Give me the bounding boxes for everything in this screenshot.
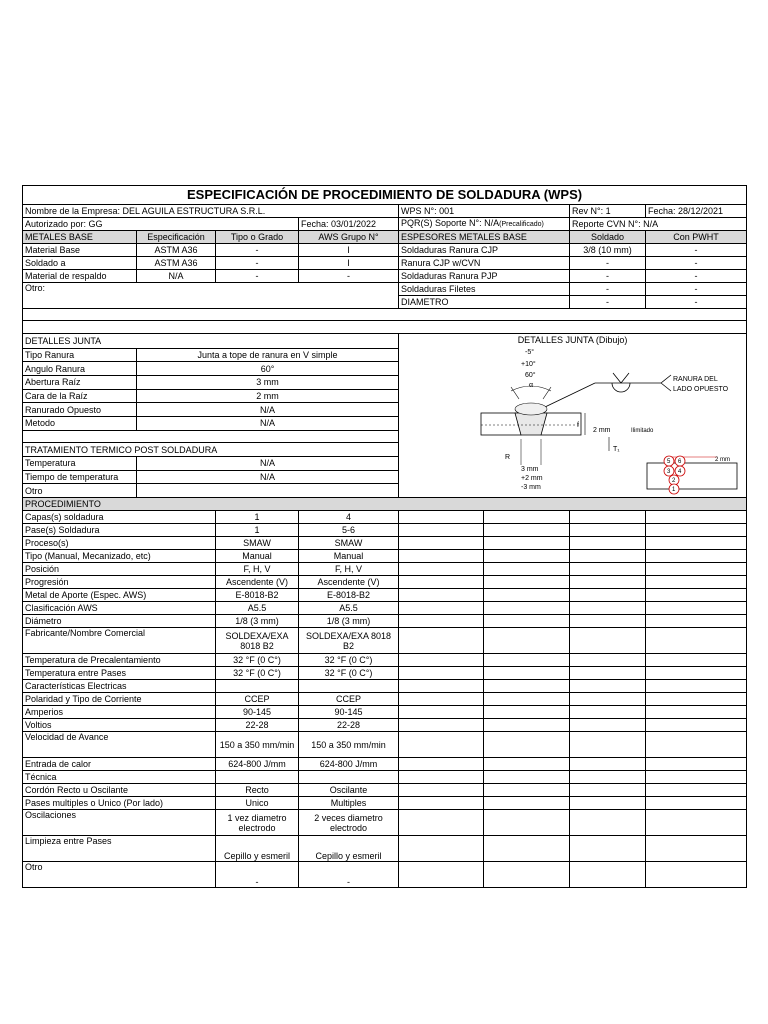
procedure-empty-cell: [399, 550, 484, 563]
procedure-empty-cell: [570, 862, 646, 888]
procedure-empty-cell: [484, 576, 570, 589]
procedure-value: -: [299, 862, 399, 888]
procedure-empty-cell: [570, 602, 646, 615]
procedure-label: Características Electricas: [23, 680, 216, 693]
procedure-empty-cell: [646, 719, 747, 732]
procedure-empty-cell: [484, 693, 570, 706]
alpha-label: α: [529, 382, 534, 389]
f-label: f: [577, 422, 579, 429]
procedure-label: Diámetro: [23, 615, 216, 628]
procedure-empty-cell: [484, 563, 570, 576]
root-dim-2: +2 mm: [521, 475, 543, 482]
procedure-value: Cepillo y esmeril: [216, 836, 299, 862]
pass-number: 1: [672, 487, 676, 493]
procedure-value: 4: [299, 511, 399, 524]
procedure-empty-cell: [646, 628, 747, 654]
bevel-guide-line: [511, 387, 519, 399]
unlimited-label: Ilimitado: [631, 428, 654, 434]
thickness-label: Soldaduras Ranura CJP: [399, 244, 570, 257]
groove-symbol: [613, 373, 629, 383]
procedure-empty-cell: [646, 524, 747, 537]
root-dim-1: 3 mm: [521, 466, 539, 473]
metal-value: -: [216, 257, 299, 270]
procedure-empty-cell: [399, 693, 484, 706]
authorized-by: Autorizado por: GG: [23, 218, 299, 231]
joint-label: Abertura Raíz: [23, 376, 137, 390]
pwht-heading: TRATAMIENTO TERMICO POST SOLDADURA: [23, 443, 399, 457]
procedure-label: Entrada de calor: [23, 758, 216, 771]
procedure-rows: [23, 511, 747, 888]
procedure-label: Oscilaciones: [23, 810, 216, 836]
t1-label: T₁: [613, 446, 620, 453]
opposite-side-label-1: RANURA DEL: [673, 376, 718, 383]
procedure-row: [23, 654, 747, 667]
document-date: Fecha: 28/12/2021: [646, 205, 747, 218]
column-header: Con PWHT: [646, 231, 747, 244]
procedure-empty-cell: [484, 511, 570, 524]
procedure-row: [23, 797, 747, 810]
procedure-empty-cell: [484, 602, 570, 615]
root-dim-3: -3 mm: [521, 484, 541, 491]
procedure-empty-cell: [646, 797, 747, 810]
joint-heading: DETALLES JUNTA: [23, 334, 399, 349]
wps-document: [22, 185, 746, 888]
procedure-value: [299, 771, 399, 784]
angle-minus-label: -5°: [525, 349, 535, 356]
procedure-row: [23, 511, 747, 524]
procedure-label: Metal de Aporte (Espec. AWS): [23, 589, 216, 602]
authorization-date: Fecha: 03/01/2022: [299, 218, 399, 231]
weld-reinforcement: [515, 403, 547, 415]
procedure-empty-cell: [570, 836, 646, 862]
thickness-value: -: [646, 257, 747, 270]
procedure-empty-cell: [399, 628, 484, 654]
procedure-label: Cordón Recto u Oscilante: [23, 784, 216, 797]
joint-label: Metodo: [23, 416, 137, 430]
procedure-value: Ascendente (V): [299, 576, 399, 589]
procedure-empty-cell: [399, 615, 484, 628]
joint-value: Junta a tope de ranura en V simple: [137, 348, 399, 362]
pwht-label: Otro: [23, 484, 137, 498]
procedure-empty-cell: [646, 589, 747, 602]
procedure-empty-cell: [399, 537, 484, 550]
two-mm-label: 2 mm: [593, 427, 611, 434]
spacer-row: [23, 309, 747, 321]
thickness-heading: ESPESORES METALES BASE: [399, 231, 570, 244]
column-header: Soldado: [570, 231, 646, 244]
thickness-value: -: [646, 283, 747, 296]
thickness-value: -: [646, 270, 747, 283]
thickness-value: 3/8 (10 mm): [570, 244, 646, 257]
procedure-empty-cell: [399, 784, 484, 797]
procedure-label: Posición: [23, 563, 216, 576]
procedure-empty-cell: [646, 810, 747, 836]
procedure-label: Temperatura entre Pases: [23, 667, 216, 680]
procedure-value: SMAW: [299, 537, 399, 550]
procedure-empty-cell: [646, 693, 747, 706]
procedure-empty-cell: [484, 706, 570, 719]
procedure-label: Técnica: [23, 771, 216, 784]
procedure-label: Velocidad de Avance: [23, 732, 216, 758]
weld-groove: [515, 413, 547, 435]
procedure-value: Manual: [299, 550, 399, 563]
procedure-empty-cell: [484, 524, 570, 537]
joint-label: Angulo Ranura: [23, 362, 137, 376]
procedure-value: 1/8 (3 mm): [216, 615, 299, 628]
procedure-label: Limpieza entre Pases: [23, 836, 216, 862]
joint-value: 3 mm: [137, 376, 399, 390]
procedure-empty-cell: [399, 836, 484, 862]
procedure-empty-cell: [646, 784, 747, 797]
thickness-value: -: [570, 257, 646, 270]
procedure-label: Amperios: [23, 706, 216, 719]
procedure-empty-cell: [399, 719, 484, 732]
procedure-value: 32 °F (0 C°): [216, 667, 299, 680]
metal-value: I: [299, 257, 399, 270]
procedure-row: [23, 628, 747, 654]
joint-value: N/A: [137, 403, 399, 417]
procedure-empty-cell: [646, 836, 747, 862]
procedure-empty-cell: [484, 537, 570, 550]
procedure-empty-cell: [646, 680, 747, 693]
pass-number: 4: [678, 469, 682, 475]
thickness-value: -: [570, 270, 646, 283]
procedure-empty-cell: [484, 615, 570, 628]
thickness-value: -: [570, 283, 646, 296]
procedure-row: [23, 862, 747, 888]
company-name: Nombre de la Empresa: DEL AGUILA ESTRUCTURA S.R.L.: [23, 205, 399, 218]
procedure-empty-cell: [646, 615, 747, 628]
joint-drawing-cell: [399, 334, 747, 498]
procedure-empty-cell: [570, 550, 646, 563]
procedure-value: 5-6: [299, 524, 399, 537]
procedure-value: 1/8 (3 mm): [299, 615, 399, 628]
pwht-value: N/A: [137, 470, 399, 484]
procedure-label: Pases multiples o Unico (Por lado): [23, 797, 216, 810]
procedure-value: F, H, V: [216, 563, 299, 576]
procedure-empty-cell: [484, 654, 570, 667]
procedure-empty-cell: [570, 719, 646, 732]
wps-number: WPS N°: 001: [399, 205, 570, 218]
procedure-label: Pase(s) Soldadura: [23, 524, 216, 537]
procedure-empty-cell: [646, 862, 747, 888]
procedure-value: F, H, V: [299, 563, 399, 576]
pass-dim-label: 2 mm: [715, 457, 730, 463]
procedure-empty-cell: [646, 602, 747, 615]
procedure-row: [23, 524, 747, 537]
procedure-row: [23, 693, 747, 706]
joint-value: N/A: [137, 416, 399, 430]
metal-value: ASTM A36: [137, 244, 216, 257]
pass-sequence-plate: [647, 463, 737, 489]
thickness-label: Soldaduras Ranura PJP: [399, 270, 570, 283]
procedure-value: 150 a 350 mm/min: [299, 732, 399, 758]
procedure-value: 1 vez diametro electrodo: [216, 810, 299, 836]
procedure-empty-cell: [570, 758, 646, 771]
procedure-empty-cell: [399, 797, 484, 810]
procedure-empty-cell: [570, 576, 646, 589]
procedure-row: [23, 680, 747, 693]
spacer-row: [23, 430, 399, 443]
base-plate-left: [481, 413, 521, 435]
procedure-value: A5.5: [299, 602, 399, 615]
procedure-value: CCEP: [299, 693, 399, 706]
procedure-empty-cell: [570, 810, 646, 836]
procedure-empty-cell: [484, 758, 570, 771]
thickness-label: Soldaduras Filetes: [399, 283, 570, 296]
other-metals: Otro:: [23, 283, 399, 309]
procedure-row: [23, 706, 747, 719]
base-metals-heading: METALES BASE: [23, 231, 137, 244]
procedure-label: Fabricante/Nombre Comercial: [23, 628, 216, 654]
column-header: Especificación: [137, 231, 216, 244]
procedure-empty-cell: [399, 524, 484, 537]
procedure-empty-cell: [570, 524, 646, 537]
column-header: AWS Grupo N°: [299, 231, 399, 244]
procedure-empty-cell: [570, 797, 646, 810]
procedure-value: 1: [216, 524, 299, 537]
procedure-row: [23, 758, 747, 771]
column-header: Tipo o Grado: [216, 231, 299, 244]
procedure-empty-cell: [399, 602, 484, 615]
procedure-empty-cell: [646, 511, 747, 524]
procedure-empty-cell: [484, 589, 570, 602]
procedure-empty-cell: [484, 797, 570, 810]
procedure-empty-cell: [484, 628, 570, 654]
procedure-row: [23, 732, 747, 758]
joint-label: Ranurado Opuesto: [23, 403, 137, 417]
procedure-row: [23, 667, 747, 680]
procedure-empty-cell: [646, 550, 747, 563]
procedure-value: 22-28: [299, 719, 399, 732]
procedure-value: Oscilante: [299, 784, 399, 797]
pass-number: 2: [672, 478, 676, 484]
leader-arrow: [545, 383, 595, 407]
thickness-label: DIAMETRO: [399, 296, 570, 309]
procedure-empty-cell: [570, 706, 646, 719]
procedure-value: SOLDEXA/EXA 8018 B2: [299, 628, 399, 654]
pwht-value: N/A: [137, 456, 399, 470]
procedure-empty-cell: [570, 654, 646, 667]
procedure-value: E-8018-B2: [299, 589, 399, 602]
procedure-value: 90-145: [299, 706, 399, 719]
procedure-empty-cell: [570, 771, 646, 784]
pass-number: 6: [678, 459, 682, 465]
procedure-empty-cell: [570, 693, 646, 706]
procedure-empty-cell: [570, 615, 646, 628]
tail-symbol: [661, 375, 671, 391]
metal-label: Material Base: [23, 244, 137, 257]
procedure-empty-cell: [646, 771, 747, 784]
procedure-empty-cell: [399, 680, 484, 693]
procedure-value: [216, 771, 299, 784]
procedure-empty-cell: [484, 810, 570, 836]
procedure-row: [23, 719, 747, 732]
procedure-empty-cell: [570, 589, 646, 602]
procedure-empty-cell: [399, 589, 484, 602]
procedure-empty-cell: [484, 680, 570, 693]
joint-label: Cara de la Raíz: [23, 389, 137, 403]
procedure-value: 32 °F (0 C°): [299, 667, 399, 680]
procedure-empty-cell: [646, 758, 747, 771]
procedure-empty-cell: [484, 836, 570, 862]
bevel-guide-line: [543, 387, 551, 399]
procedure-value: 624-800 J/mm: [299, 758, 399, 771]
procedure-row: [23, 550, 747, 563]
procedure-value: E-8018-B2: [216, 589, 299, 602]
joint-label: Tipo Ranura: [23, 348, 137, 362]
procedure-value: -: [216, 862, 299, 888]
procedure-empty-cell: [570, 732, 646, 758]
procedure-value: 32 °F (0 C°): [299, 654, 399, 667]
thickness-value: -: [570, 296, 646, 309]
procedure-empty-cell: [646, 667, 747, 680]
procedure-row: [23, 563, 747, 576]
metal-label: Material de respaldo: [23, 270, 137, 283]
procedure-empty-cell: [570, 784, 646, 797]
procedure-row: [23, 589, 747, 602]
procedure-empty-cell: [484, 719, 570, 732]
procedure-row: [23, 784, 747, 797]
joint-value: 2 mm: [137, 389, 399, 403]
procedure-label: Tipo (Manual, Mecanizado, etc): [23, 550, 216, 563]
procedure-label: Polaridad y Tipo de Corriente: [23, 693, 216, 706]
cvn-report: Reporte CVN N°: N/A: [570, 218, 747, 231]
angle-plus-label: +10°: [521, 361, 536, 368]
procedure-value: Cepillo y esmeril: [299, 836, 399, 862]
metal-value: I: [299, 244, 399, 257]
metal-value: -: [216, 270, 299, 283]
procedure-value: 624-800 J/mm: [216, 758, 299, 771]
procedure-empty-cell: [484, 862, 570, 888]
procedure-value: Multiples: [299, 797, 399, 810]
angle-label: 60°: [525, 372, 536, 379]
r-label: R: [505, 454, 511, 461]
pass-number: 3: [667, 469, 671, 475]
procedure-empty-cell: [399, 732, 484, 758]
procedure-row: [23, 836, 747, 862]
procedure-empty-cell: [484, 784, 570, 797]
procedure-row: [23, 576, 747, 589]
procedure-empty-cell: [399, 511, 484, 524]
pass-number: 5: [667, 459, 671, 465]
procedure-empty-cell: [646, 654, 747, 667]
procedure-empty-cell: [484, 771, 570, 784]
procedure-empty-cell: [570, 680, 646, 693]
metal-value: -: [299, 270, 399, 283]
procedure-label: Clasificación AWS: [23, 602, 216, 615]
procedure-row: [23, 771, 747, 784]
procedure-empty-cell: [399, 563, 484, 576]
procedure-heading: PROCEDIMIENTO: [23, 498, 747, 511]
document-title: ESPECIFICACIÓN DE PROCEDIMIENTO DE SOLDADURA (WPS): [23, 186, 747, 205]
procedure-empty-cell: [399, 771, 484, 784]
procedure-label: Progresión: [23, 576, 216, 589]
procedure-value: 1: [216, 511, 299, 524]
procedure-value: CCEP: [216, 693, 299, 706]
joint-drawing-heading: DETALLES JUNTA (Dibujo): [517, 335, 628, 345]
procedure-empty-cell: [646, 537, 747, 550]
procedure-empty-cell: [399, 862, 484, 888]
procedure-value: SOLDEXA/EXA 8018 B2: [216, 628, 299, 654]
procedure-empty-cell: [646, 576, 747, 589]
procedure-row: [23, 602, 747, 615]
spacer-row: [23, 321, 747, 334]
procedure-empty-cell: [570, 628, 646, 654]
pwht-label: Tiempo de temperatura: [23, 470, 137, 484]
procedure-empty-cell: [570, 667, 646, 680]
procedure-value: 22-28: [216, 719, 299, 732]
procedure-value: Unico: [216, 797, 299, 810]
procedure-empty-cell: [646, 706, 747, 719]
joint-drawing: [399, 347, 741, 497]
procedure-row: [23, 537, 747, 550]
procedure-empty-cell: [399, 810, 484, 836]
metal-value: ASTM A36: [137, 257, 216, 270]
opposite-side-label-2: LADO OPUESTO: [673, 386, 729, 393]
procedure-empty-cell: [399, 758, 484, 771]
metal-label: Soldado a: [23, 257, 137, 270]
procedure-value: 32 °F (0 C°): [216, 654, 299, 667]
procedure-value: Ascendente (V): [216, 576, 299, 589]
procedure-empty-cell: [484, 550, 570, 563]
procedure-empty-cell: [399, 576, 484, 589]
procedure-empty-cell: [484, 732, 570, 758]
thickness-value: -: [646, 244, 747, 257]
procedure-row: [23, 615, 747, 628]
procedure-empty-cell: [570, 537, 646, 550]
thickness-label: Ranura CJP w/CVN: [399, 257, 570, 270]
pwht-label: Temperatura: [23, 456, 137, 470]
revision-number: Rev N°: 1: [570, 205, 646, 218]
procedure-value: [216, 680, 299, 693]
procedure-empty-cell: [399, 706, 484, 719]
procedure-value: 2 veces diametro electrodo: [299, 810, 399, 836]
procedure-empty-cell: [646, 732, 747, 758]
procedure-value: Recto: [216, 784, 299, 797]
base-plate-right: [541, 413, 581, 435]
procedure-empty-cell: [484, 667, 570, 680]
pwht-value: [137, 484, 399, 498]
procedure-value: [299, 680, 399, 693]
procedure-empty-cell: [570, 563, 646, 576]
wps-table: [22, 185, 747, 888]
metal-value: N/A: [137, 270, 216, 283]
procedure-row: [23, 810, 747, 836]
procedure-value: Manual: [216, 550, 299, 563]
procedure-empty-cell: [399, 667, 484, 680]
pqr-support: PQR(S) Soporte N°: N/A(Precalificado): [399, 218, 570, 231]
procedure-label: Otro: [23, 862, 216, 888]
thickness-value: -: [646, 296, 747, 309]
procedure-value: SMAW: [216, 537, 299, 550]
procedure-empty-cell: [399, 654, 484, 667]
back-weld-symbol: [612, 383, 630, 392]
procedure-empty-cell: [646, 563, 747, 576]
procedure-label: Temperatura de Precalentamiento: [23, 654, 216, 667]
procedure-empty-cell: [570, 511, 646, 524]
procedure-label: Voltios: [23, 719, 216, 732]
procedure-value: 90-145: [216, 706, 299, 719]
procedure-label: Proceso(s): [23, 537, 216, 550]
procedure-value: 150 a 350 mm/min: [216, 732, 299, 758]
metal-value: -: [216, 244, 299, 257]
procedure-value: A5.5: [216, 602, 299, 615]
procedure-label: Capas(s) soldadura: [23, 511, 216, 524]
joint-value: 60°: [137, 362, 399, 376]
